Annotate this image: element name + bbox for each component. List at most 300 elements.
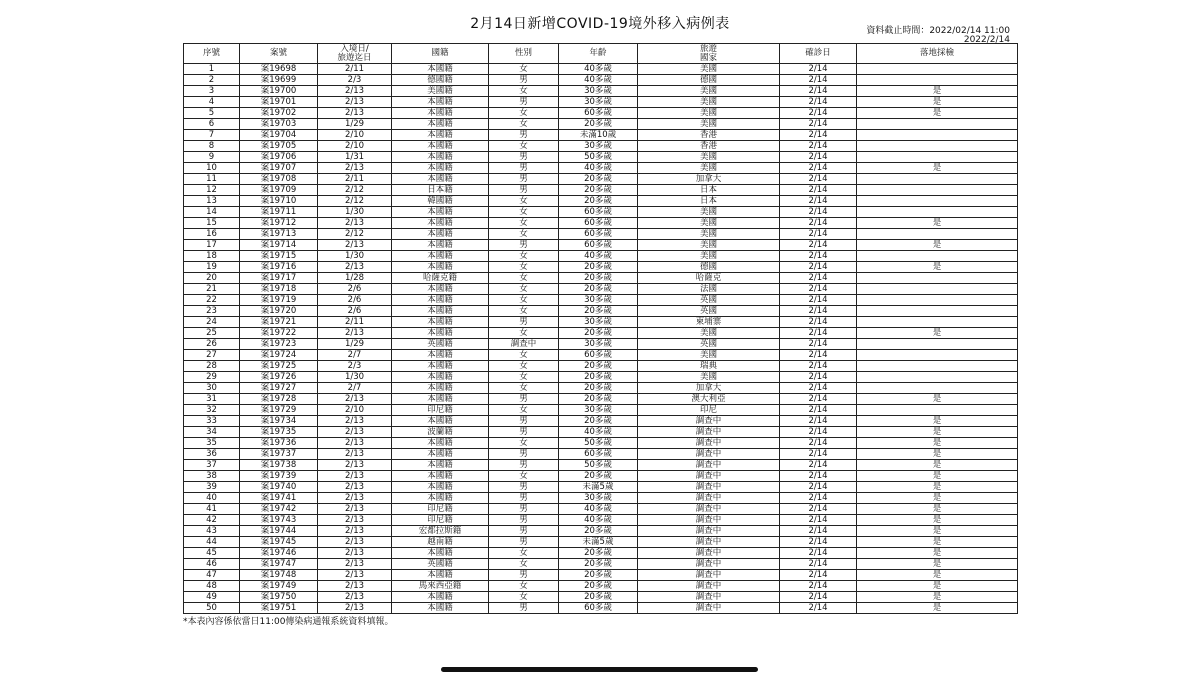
table-cell: 案19727 (240, 383, 318, 394)
table-cell: 本國籍 (392, 482, 489, 493)
table-cell (857, 295, 1018, 306)
table-cell: 美國 (638, 152, 780, 163)
table-cell: 本國籍 (392, 251, 489, 262)
column-header: 確診日 (780, 44, 857, 64)
table-cell: 男 (489, 515, 559, 526)
table-cell: 男 (489, 570, 559, 581)
table-cell: 2 (184, 75, 240, 86)
table-cell: 女 (489, 251, 559, 262)
table-cell: 本國籍 (392, 97, 489, 108)
table-cell: 案19720 (240, 306, 318, 317)
table-cell: 2/13 (318, 163, 392, 174)
table-cell: 2/12 (318, 196, 392, 207)
table-cell: 是 (857, 570, 1018, 581)
table-cell: 50多歲 (559, 460, 638, 471)
table-cell: 男 (489, 416, 559, 427)
table-cell: 2/14 (780, 75, 857, 86)
table-cell: 法國 (638, 284, 780, 295)
table-row (184, 163, 1018, 174)
table-cell: 案19702 (240, 108, 318, 119)
table-row (184, 515, 1018, 526)
table-cell: 20多歲 (559, 592, 638, 603)
table-cell: 女 (489, 306, 559, 317)
table-cell: 2/14 (780, 306, 857, 317)
table-cell: 男 (489, 185, 559, 196)
table-cell: 40多歲 (559, 427, 638, 438)
column-header: 入境日/ 旅遊迄日 (318, 44, 392, 64)
table-cell: 本國籍 (392, 383, 489, 394)
table-row (184, 273, 1018, 284)
table-cell: 是 (857, 328, 1018, 339)
table-cell: 11 (184, 174, 240, 185)
table-cell: 16 (184, 229, 240, 240)
table-cell: 1/29 (318, 339, 392, 350)
table-cell: 本國籍 (392, 372, 489, 383)
table-cell: 本國籍 (392, 152, 489, 163)
table-cell: 本國籍 (392, 438, 489, 449)
table-cell: 30多歲 (559, 339, 638, 350)
table-row (184, 449, 1018, 460)
table-cell: 男 (489, 449, 559, 460)
table-cell: 女 (489, 405, 559, 416)
table-cell: 是 (857, 108, 1018, 119)
table-cell: 41 (184, 504, 240, 515)
table-cell: 女 (489, 581, 559, 592)
table-cell: 女 (489, 438, 559, 449)
table-cell: 調查中 (489, 339, 559, 350)
table-cell: 1/28 (318, 273, 392, 284)
table-cell: 36 (184, 449, 240, 460)
table-cell: 47 (184, 570, 240, 581)
table-cell: 2/14 (780, 273, 857, 284)
table-cell: 60多歲 (559, 207, 638, 218)
table-cell (857, 361, 1018, 372)
table-cell: 48 (184, 581, 240, 592)
table-row (184, 548, 1018, 559)
table-cell: 案19718 (240, 284, 318, 295)
table-cell: 20多歲 (559, 361, 638, 372)
table-cell: 波蘭籍 (392, 427, 489, 438)
table-cell: 男 (489, 75, 559, 86)
table-cell: 2/13 (318, 581, 392, 592)
table-cell: 女 (489, 196, 559, 207)
table-cell: 案19740 (240, 482, 318, 493)
table-cell: 22 (184, 295, 240, 306)
table-cell: 2/14 (780, 526, 857, 537)
table-cell: 29 (184, 372, 240, 383)
table-cell: 案19748 (240, 570, 318, 581)
table-cell: 2/14 (780, 86, 857, 97)
table-cell: 英國 (638, 339, 780, 350)
table-cell: 6 (184, 119, 240, 130)
table-cell: 印尼 (638, 405, 780, 416)
table-cell: 20多歲 (559, 306, 638, 317)
table-cell: 20多歲 (559, 394, 638, 405)
table-cell: 30多歲 (559, 405, 638, 416)
table-row (184, 174, 1018, 185)
table-cell: 2/14 (780, 218, 857, 229)
table-cell: 2/14 (780, 207, 857, 218)
table-cell: 2/13 (318, 548, 392, 559)
table-cell: 43 (184, 526, 240, 537)
table-cell: 20多歲 (559, 383, 638, 394)
table-cell: 2/14 (780, 251, 857, 262)
table-cell: 2/14 (780, 317, 857, 328)
table-cell: 女 (489, 383, 559, 394)
column-header: 國籍 (392, 44, 489, 64)
table-cell: 2/13 (318, 328, 392, 339)
table-cell: 20多歲 (559, 372, 638, 383)
table-cell: 案19734 (240, 416, 318, 427)
table-row (184, 108, 1018, 119)
table-cell: 案19706 (240, 152, 318, 163)
table-row (184, 438, 1018, 449)
table-cell: 2/14 (780, 449, 857, 460)
table-cell: 2/14 (780, 482, 857, 493)
table-cell: 男 (489, 537, 559, 548)
table-cell: 21 (184, 284, 240, 295)
column-header: 案號 (240, 44, 318, 64)
table-cell: 案19745 (240, 537, 318, 548)
table-cell: 2/14 (780, 548, 857, 559)
table-row (184, 570, 1018, 581)
table-cell: 2/13 (318, 97, 392, 108)
table-cell (857, 306, 1018, 317)
table-cell: 本國籍 (392, 174, 489, 185)
table-row (184, 427, 1018, 438)
table-cell: 2/13 (318, 416, 392, 427)
table-cell: 2/10 (318, 405, 392, 416)
table-cell: 案19729 (240, 405, 318, 416)
table-cell: 案19708 (240, 174, 318, 185)
table-cell: 2/14 (780, 350, 857, 361)
table-cell: 14 (184, 207, 240, 218)
table-cell: 案19738 (240, 460, 318, 471)
table-cell: 2/14 (780, 185, 857, 196)
table-cell: 38 (184, 471, 240, 482)
table-cell: 30多歲 (559, 141, 638, 152)
table-cell: 是 (857, 548, 1018, 559)
table-cell: 2/3 (318, 361, 392, 372)
column-header: 序號 (184, 44, 240, 64)
table-cell: 2/14 (780, 196, 857, 207)
table-cell: 是 (857, 471, 1018, 482)
table-cell: 3 (184, 86, 240, 97)
table-cell: 女 (489, 64, 559, 75)
table-cell: 2/14 (780, 295, 857, 306)
table-cell: 40多歲 (559, 251, 638, 262)
table-row (184, 97, 1018, 108)
table-cell: 英國籍 (392, 339, 489, 350)
table-cell: 本國籍 (392, 592, 489, 603)
table-cell: 45 (184, 548, 240, 559)
table-cell: 調查中 (638, 603, 780, 614)
table-row (184, 471, 1018, 482)
table-cell: 美國籍 (392, 86, 489, 97)
table-cell: 50 (184, 603, 240, 614)
table-cell: 調查中 (638, 460, 780, 471)
table-cell: 案19743 (240, 515, 318, 526)
table-cell: 2/10 (318, 141, 392, 152)
table-cell: 女 (489, 119, 559, 130)
table-cell: 男 (489, 427, 559, 438)
table-cell: 2/14 (780, 559, 857, 570)
table-cell (857, 196, 1018, 207)
table-cell: 調查中 (638, 482, 780, 493)
table-cell: 案19703 (240, 119, 318, 130)
table-row (184, 405, 1018, 416)
table-cell: 30多歲 (559, 97, 638, 108)
table-row (184, 592, 1018, 603)
table-cell: 案19700 (240, 86, 318, 97)
table-cell: 案19749 (240, 581, 318, 592)
table-cell: 調查中 (638, 592, 780, 603)
table-cell (857, 119, 1018, 130)
table-cell: 2/14 (780, 240, 857, 251)
table-row (184, 306, 1018, 317)
table-cell: 柬埔寨 (638, 317, 780, 328)
table-row (184, 460, 1018, 471)
table-cell: 案19704 (240, 130, 318, 141)
table-cell: 1/30 (318, 372, 392, 383)
table-cell: 20多歲 (559, 548, 638, 559)
table-cell: 30多歲 (559, 86, 638, 97)
table-cell: 20多歲 (559, 581, 638, 592)
table-row (184, 482, 1018, 493)
table-cell: 是 (857, 416, 1018, 427)
table-row (184, 416, 1018, 427)
table-row (184, 526, 1018, 537)
table-cell: 本國籍 (392, 207, 489, 218)
table-cell: 是 (857, 460, 1018, 471)
table-cell: 31 (184, 394, 240, 405)
table-row (184, 240, 1018, 251)
table-cell (857, 317, 1018, 328)
table-cell: 本國籍 (392, 240, 489, 251)
table-cell: 印尼籍 (392, 504, 489, 515)
table-cell: 40多歲 (559, 163, 638, 174)
table-cell: 德國籍 (392, 75, 489, 86)
table-cell: 是 (857, 394, 1018, 405)
column-header: 旅遊 國家 (638, 44, 780, 64)
table-cell: 女 (489, 273, 559, 284)
table-cell: 2/14 (780, 438, 857, 449)
table-row (184, 317, 1018, 328)
data-cutoff-time: 資料截止時間：2022/02/14 11:00 (866, 26, 1010, 36)
table-cell: 60多歲 (559, 603, 638, 614)
table-cell: 案19742 (240, 504, 318, 515)
table-cell: 12 (184, 185, 240, 196)
table-cell: 案19719 (240, 295, 318, 306)
table-cell: 2/7 (318, 350, 392, 361)
table-cell: 男 (489, 163, 559, 174)
table-cell: 案19709 (240, 185, 318, 196)
table-cell: 美國 (638, 108, 780, 119)
table-cell: 2/14 (780, 64, 857, 75)
table-cell: 案19750 (240, 592, 318, 603)
table-cell: 2/13 (318, 449, 392, 460)
table-cell: 美國 (638, 97, 780, 108)
table-cell: 2/13 (318, 427, 392, 438)
table-cell: 調查中 (638, 493, 780, 504)
table-cell: 1/30 (318, 207, 392, 218)
table-cell: 男 (489, 603, 559, 614)
table-cell: 美國 (638, 372, 780, 383)
table-cell (857, 185, 1018, 196)
table-cell: 本國籍 (392, 108, 489, 119)
table-row (184, 75, 1018, 86)
table-cell: 2/13 (318, 394, 392, 405)
table-cell (857, 174, 1018, 185)
table-cell: 20多歲 (559, 119, 638, 130)
table-cell: 男 (489, 460, 559, 471)
table-cell: 女 (489, 207, 559, 218)
table-cell: 男 (489, 240, 559, 251)
table-cell: 案19710 (240, 196, 318, 207)
table-cell: 男 (489, 317, 559, 328)
table-cell: 案19722 (240, 328, 318, 339)
table-cell: 1/30 (318, 251, 392, 262)
table-cell: 40多歲 (559, 64, 638, 75)
table-cell: 案19728 (240, 394, 318, 405)
table-cell (857, 152, 1018, 163)
table-cell: 調查中 (638, 559, 780, 570)
table-body (184, 64, 1018, 614)
table-cell: 案19715 (240, 251, 318, 262)
table-cell: 美國 (638, 350, 780, 361)
table-cell: 是 (857, 163, 1018, 174)
table-cell: 60多歲 (559, 229, 638, 240)
table-row (184, 207, 1018, 218)
table-row (184, 559, 1018, 570)
table-row (184, 383, 1018, 394)
table-cell: 案19712 (240, 218, 318, 229)
table-cell: 瑞典 (638, 361, 780, 372)
table-cell: 調查中 (638, 537, 780, 548)
table-cell: 德國 (638, 262, 780, 273)
table-header-row (184, 44, 1018, 64)
table-cell: 30 (184, 383, 240, 394)
table-cell: 未滿5歲 (559, 537, 638, 548)
table-cell: 女 (489, 218, 559, 229)
table-cell: 2/14 (780, 603, 857, 614)
home-indicator[interactable] (441, 667, 758, 672)
table-cell: 2/14 (780, 130, 857, 141)
table-cell: 2/13 (318, 482, 392, 493)
table-cell: 加拿大 (638, 174, 780, 185)
table-cell: 是 (857, 482, 1018, 493)
table-cell: 本國籍 (392, 229, 489, 240)
table-cell: 女 (489, 262, 559, 273)
table-cell: 女 (489, 548, 559, 559)
table-cell: 本國籍 (392, 306, 489, 317)
table-cell: 調查中 (638, 416, 780, 427)
table-cell: 調查中 (638, 581, 780, 592)
column-header: 落地採檢 (857, 44, 1018, 64)
table-cell: 2/14 (780, 141, 857, 152)
table-cell: 2/14 (780, 163, 857, 174)
table-cell: 2/12 (318, 229, 392, 240)
table-cell: 案19747 (240, 559, 318, 570)
table-cell: 2/11 (318, 64, 392, 75)
table-cell: 20多歲 (559, 570, 638, 581)
table-cell: 2/11 (318, 317, 392, 328)
table-cell: 2/13 (318, 86, 392, 97)
table-row (184, 581, 1018, 592)
table-cell (857, 350, 1018, 361)
table-cell: 13 (184, 196, 240, 207)
table-cell: 美國 (638, 229, 780, 240)
table-cell: 40 (184, 493, 240, 504)
table-cell: 2/14 (780, 592, 857, 603)
table-cell: 2/14 (780, 174, 857, 185)
table-row (184, 493, 1018, 504)
table-row (184, 328, 1018, 339)
table-cell: 2/14 (780, 339, 857, 350)
table-cell: 男 (489, 526, 559, 537)
table-cell: 本國籍 (392, 317, 489, 328)
table-cell: 60多歲 (559, 449, 638, 460)
table-cell: 德國 (638, 75, 780, 86)
table-cell: 男 (489, 394, 559, 405)
table-row (184, 372, 1018, 383)
table-cell (857, 405, 1018, 416)
table-cell: 2/14 (780, 372, 857, 383)
table-row (184, 339, 1018, 350)
table-cell: 2/13 (318, 108, 392, 119)
table-cell: 是 (857, 515, 1018, 526)
footnote: *本表內容係依當日11:00傳染病通報系統資料填報。 (183, 617, 394, 627)
table-cell: 20多歲 (559, 526, 638, 537)
table-cell: 調查中 (638, 570, 780, 581)
table-cell: 5 (184, 108, 240, 119)
table-row (184, 141, 1018, 152)
table-cell: 美國 (638, 218, 780, 229)
table-cell: 女 (489, 328, 559, 339)
table-cell: 7 (184, 130, 240, 141)
table-cell: 韓國籍 (392, 196, 489, 207)
table-cell: 20多歲 (559, 196, 638, 207)
table-cell (857, 130, 1018, 141)
table-cell: 20多歲 (559, 284, 638, 295)
table-cell: 越南籍 (392, 537, 489, 548)
table-cell: 34 (184, 427, 240, 438)
table-row (184, 504, 1018, 515)
table-cell: 2/13 (318, 515, 392, 526)
table-cell: 40多歲 (559, 515, 638, 526)
table-cell: 2/7 (318, 383, 392, 394)
table-cell: 本國籍 (392, 163, 489, 174)
table-cell: 是 (857, 449, 1018, 460)
table-cell: 20多歲 (559, 185, 638, 196)
case-table (183, 43, 1018, 614)
table-cell: 美國 (638, 163, 780, 174)
table-cell: 本國籍 (392, 350, 489, 361)
table-cell: 未滿10歲 (559, 130, 638, 141)
table-cell: 調查中 (638, 548, 780, 559)
table-row (184, 229, 1018, 240)
table-cell: 2/13 (318, 218, 392, 229)
table-cell: 20多歲 (559, 559, 638, 570)
table-cell: 美國 (638, 64, 780, 75)
table-cell: 英國籍 (392, 559, 489, 570)
table-cell: 女 (489, 372, 559, 383)
table-row (184, 152, 1018, 163)
table-cell: 2/14 (780, 108, 857, 119)
table-cell: 2/13 (318, 471, 392, 482)
table-row (184, 350, 1018, 361)
table-cell: 2/13 (318, 460, 392, 471)
